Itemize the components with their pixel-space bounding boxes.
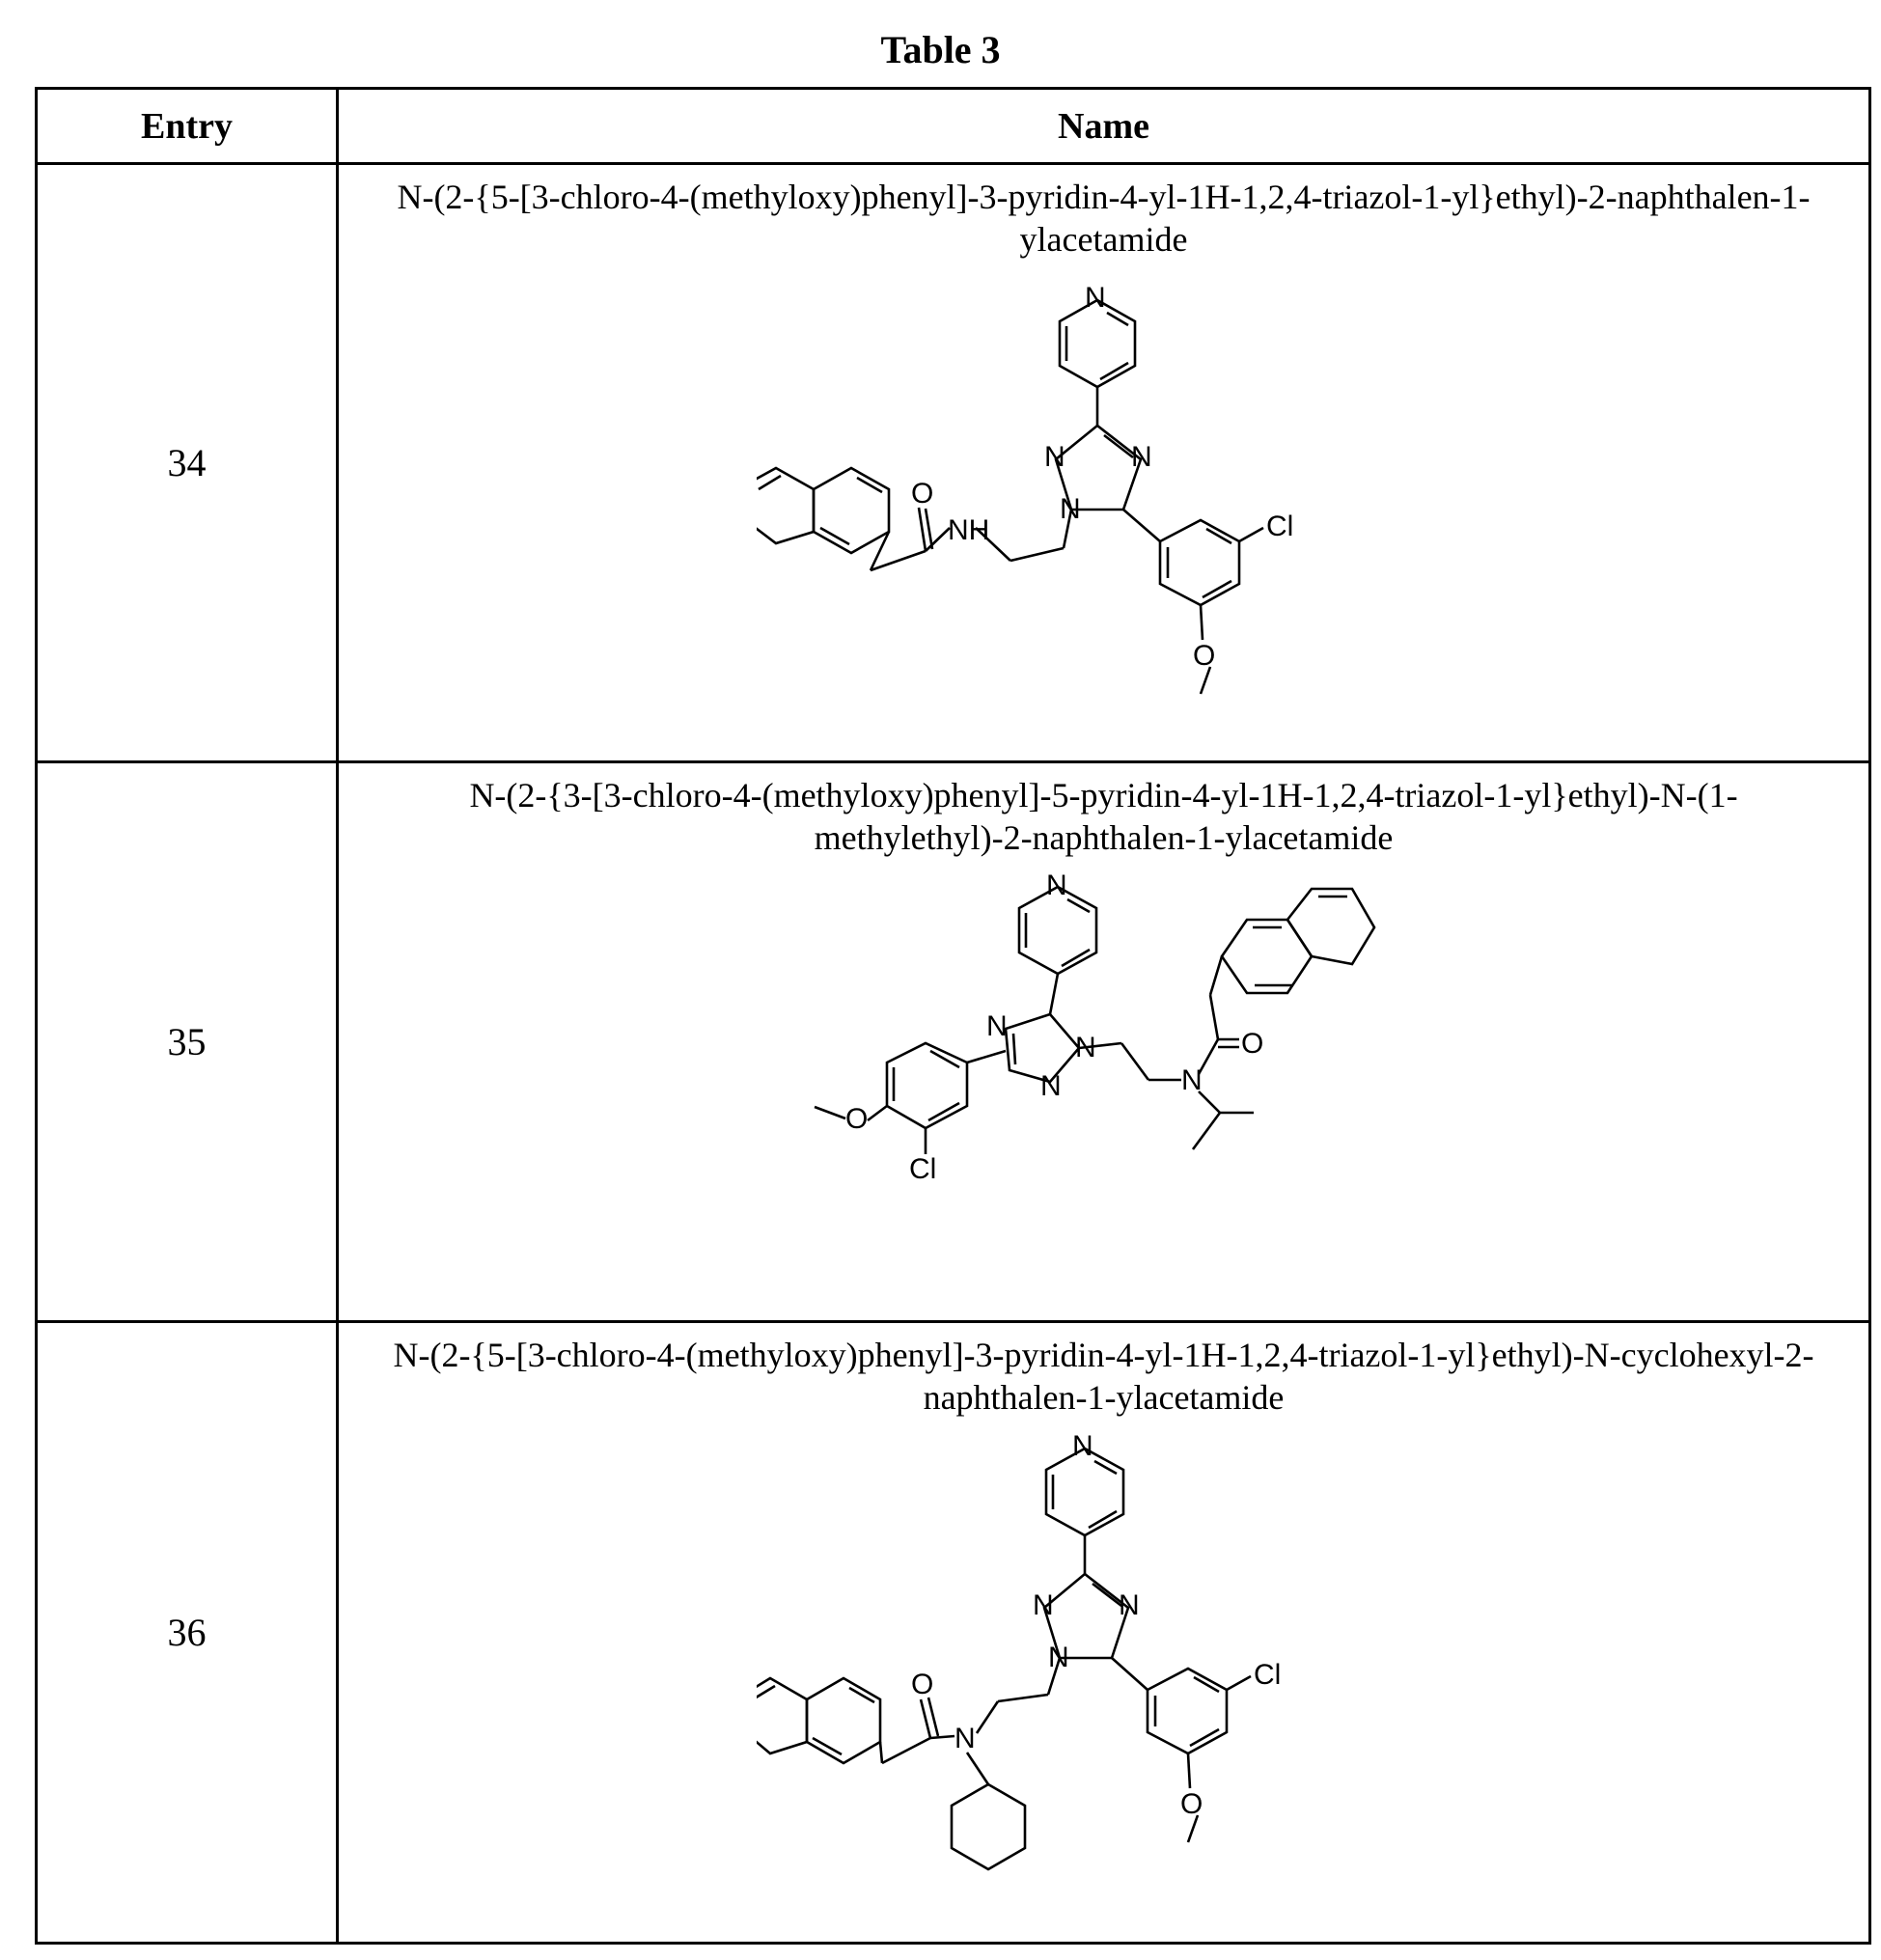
atom-label: O [1240,1027,1263,1060]
table-title: Table 3 [880,28,1001,71]
compound-name: N-(2-{5-[3-chloro-4-(methyloxy)phenyl]-3-pyridin-4-yl-1H-1,2,4-triazol-1-yl}ethyl)-2-naphthalen-1-ylacetamide [397,178,1811,259]
atom-label: O [1179,1787,1203,1820]
chemical-structure-34 [757,262,1452,725]
chemical-structure-36 [757,1420,1452,1902]
entry-number: 35 [37,762,338,1322]
atom-label: N [1118,1588,1140,1621]
atom-label: N [1180,1063,1203,1096]
compound-name: N-(2-{5-[3-chloro-4-(methyloxy)phenyl]-3-pyridin-4-yl-1H-1,2,4-triazol-1-yl}ethyl)-N-cyclohexyl-2-naphthalen-1-ylacetamide [393,1336,1814,1417]
entry-number: 34 [37,164,338,762]
atom-label: N [954,1722,976,1754]
name-cell [338,164,1870,762]
atom-label: N [985,1009,1008,1042]
compound-name: N-(2-{3-[3-chloro-4-(methyloxy)phenyl]-5-pyridin-4-yl-1H-1,2,4-triazol-1-yl}ethyl)-N-(1-methylethyl)-2-naphthalen-1-ylacetamide [469,776,1738,857]
chemical-structure-35 [757,860,1452,1284]
atom-label: Cl [1253,1658,1281,1691]
compound-table [35,87,1871,1945]
header-row [37,89,1870,164]
atom-label: N [1130,440,1152,473]
atom-label: O [844,1102,868,1135]
atom-label: N [1039,1069,1062,1102]
atom-label: O [910,477,933,510]
atom-label: N [1045,869,1067,901]
atom-label: N [1084,281,1106,314]
column-header-entry: Entry [37,89,338,164]
atom-label: N [1032,1588,1054,1621]
atom-label: N [1074,1031,1096,1063]
atom-label: NH [947,513,989,546]
atom-label: N [1071,1429,1093,1462]
entry-number: 36 [37,1322,338,1944]
atom-label: O [910,1668,933,1700]
atom-label: Cl [908,1152,936,1185]
table-row [37,1322,1870,1944]
table-row [37,164,1870,762]
table-row [37,762,1870,1322]
name-cell [338,762,1870,1322]
atom-label: N [1043,440,1065,473]
atom-label: N [1059,492,1081,525]
column-header-name: Name [338,89,1870,164]
atom-label: O [1192,639,1215,672]
atom-label: Cl [1265,510,1293,542]
atom-label: N [1047,1641,1069,1673]
name-cell [338,1322,1870,1944]
